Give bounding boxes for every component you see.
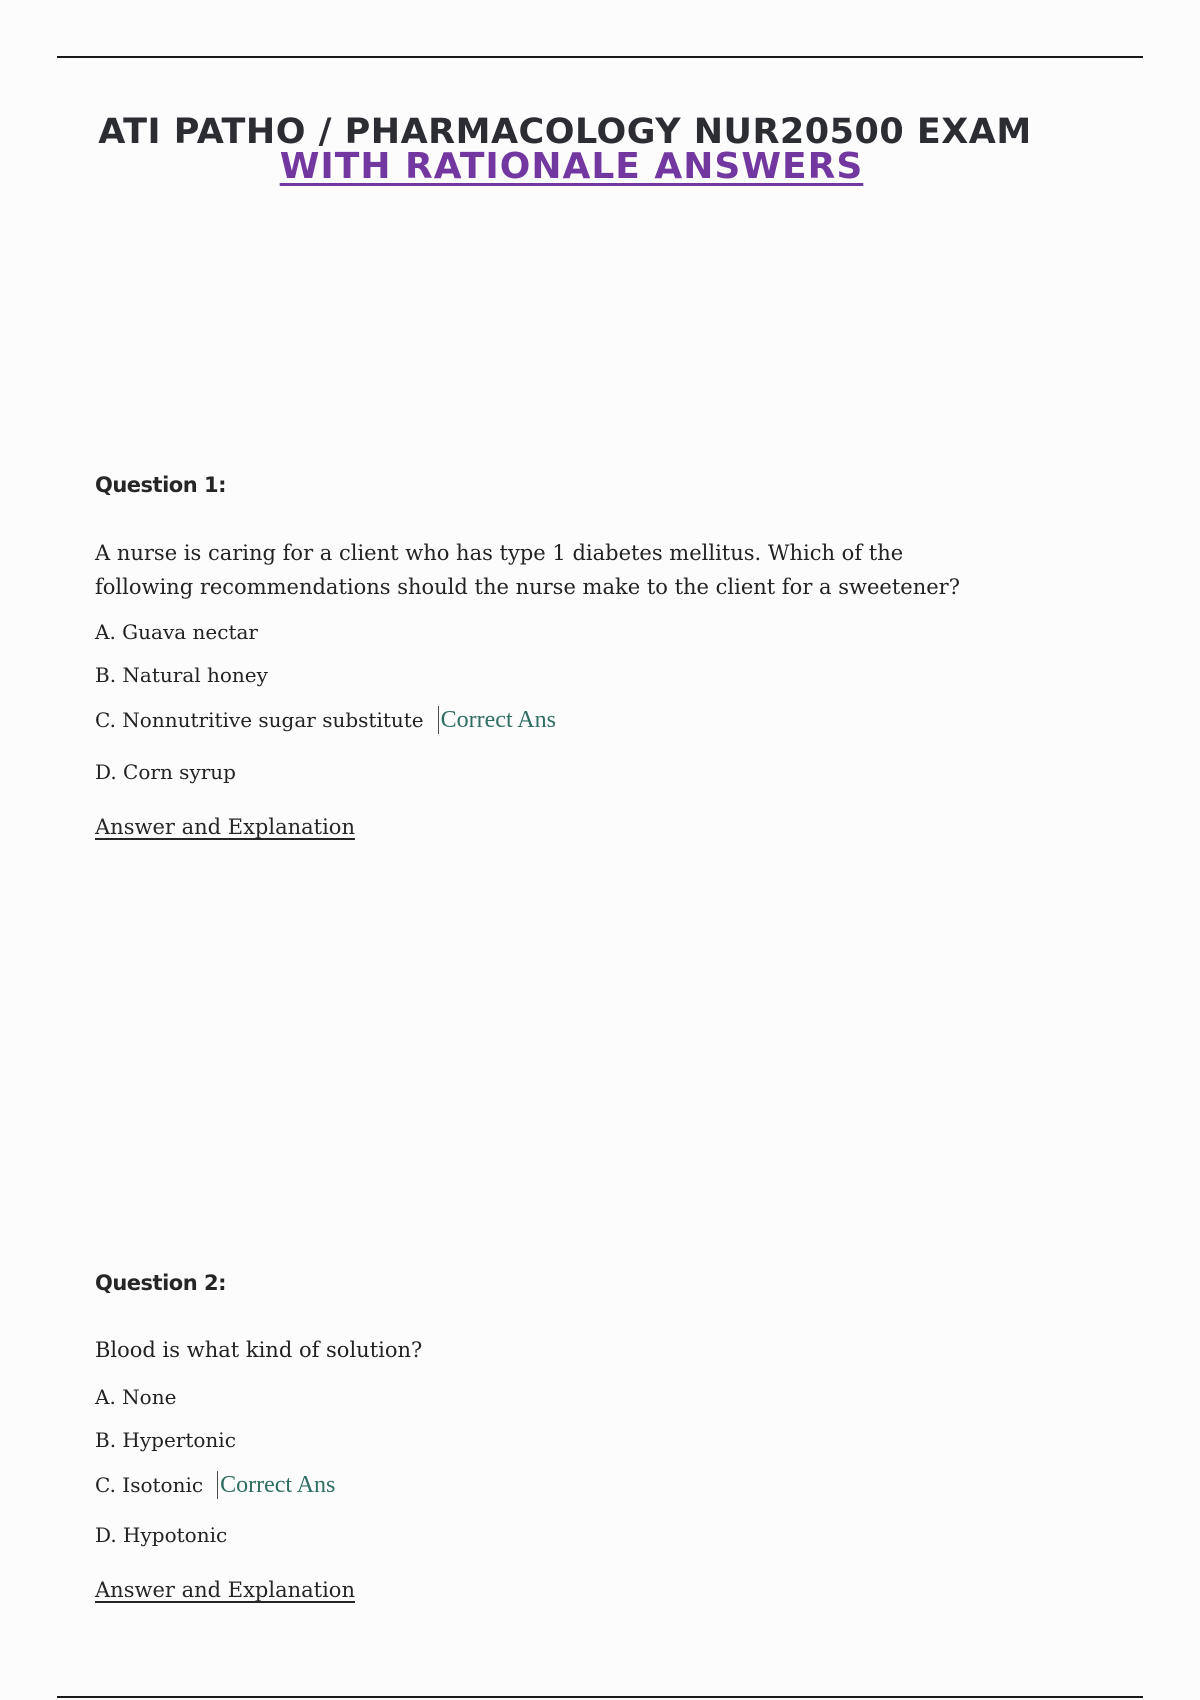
answer-option-b[interactable]: B. Natural honey bbox=[95, 663, 268, 687]
answer-option-c-text: C. Isotonic bbox=[95, 1473, 204, 1497]
question-stem-line: A nurse is caring for a client who has type 1 diabetes mellitus. Which of the bbox=[95, 541, 904, 565]
answer-option-a[interactable]: A. None bbox=[95, 1385, 177, 1409]
question-label: Question 2: bbox=[95, 1271, 226, 1295]
question-label: Question 1: bbox=[95, 473, 226, 497]
document-subtitle bbox=[0, 146, 1143, 187]
question-stem-line: following recommendations should the nurse make to the client for a sweetener? bbox=[95, 575, 960, 599]
document-title: ATI PATHO / PHARMACOLOGY NUR20500 EXAM bbox=[98, 112, 1032, 152]
question-2 bbox=[95, 1267, 1095, 1617]
correct-answer-marker: Correct Ans bbox=[217, 1471, 335, 1499]
answer-option-a[interactable]: A. Guava nectar bbox=[95, 620, 258, 644]
question-stem-line: Blood is what kind of solution? bbox=[95, 1338, 423, 1362]
answer-option-c[interactable] bbox=[95, 706, 556, 734]
answer-option-c[interactable] bbox=[95, 1471, 335, 1499]
answer-option-c-text: C. Nonnutritive sugar substitute bbox=[95, 708, 424, 732]
answer-option-d[interactable]: D. Hypotonic bbox=[95, 1523, 228, 1547]
answer-option-b[interactable]: B. Hypertonic bbox=[95, 1428, 236, 1452]
top-rule bbox=[57, 56, 1143, 58]
answer-explanation-link[interactable]: Answer and Explanation bbox=[95, 1578, 355, 1602]
question-1 bbox=[95, 470, 1095, 850]
answer-option-d[interactable]: D. Corn syrup bbox=[95, 760, 236, 784]
answer-explanation-link[interactable]: Answer and Explanation bbox=[95, 815, 355, 839]
bottom-rule bbox=[57, 1696, 1143, 1698]
document-subtitle-text: WITH RATIONALE ANSWERS bbox=[279, 146, 864, 187]
correct-answer-marker: Correct Ans bbox=[438, 706, 556, 734]
